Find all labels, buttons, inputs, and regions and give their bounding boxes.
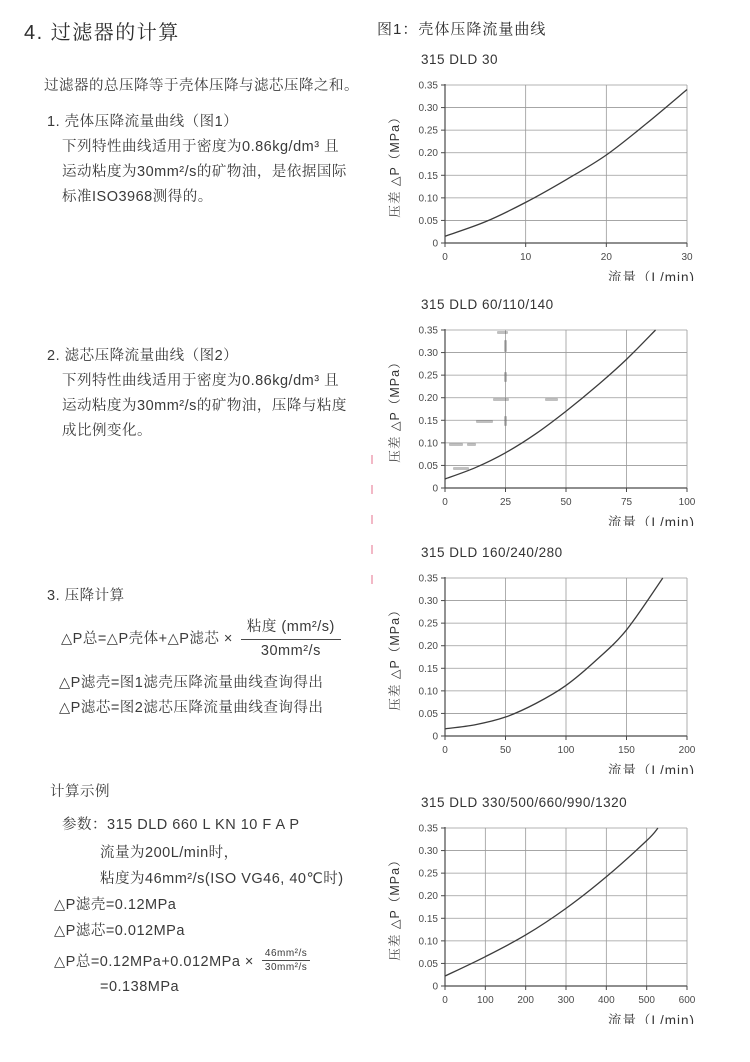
y-tick-label: 0.15 xyxy=(418,415,438,427)
section2-heading: 2. 滤芯压降流量曲线（图2） xyxy=(47,348,239,364)
example-total-formula xyxy=(54,948,344,973)
y-tick-label: 0.15 xyxy=(418,663,438,675)
chart-canvas-slot xyxy=(385,569,730,779)
chart-315-dld-160-240-280 xyxy=(385,545,730,779)
x-tick-label: 0 xyxy=(442,745,448,756)
example-result: =0.138MPa xyxy=(100,979,180,995)
x-axis-label: 流量（L/min) xyxy=(607,763,695,774)
text-line: 运动粘度为30mm²/s的矿物油，压降与粘度 xyxy=(62,398,347,414)
y-tick-label: 0.20 xyxy=(418,393,438,405)
x-tick-label: 20 xyxy=(600,252,612,263)
y-tick-label: 0.10 xyxy=(418,686,438,698)
chart-canvas xyxy=(385,569,730,774)
x-tick-label: 10 xyxy=(520,252,532,263)
x-tick-label: 0 xyxy=(442,497,448,508)
y-axis-label: 压差 △P（MPa） xyxy=(388,603,402,711)
text-line: △P滤芯=0.012MPa xyxy=(54,923,185,939)
x-tick-label: 600 xyxy=(678,995,696,1006)
chart-canvas-slot xyxy=(385,321,730,531)
chart-title: 315 DLD 30 xyxy=(421,52,499,67)
x-axis-label: 流量（L/min) xyxy=(607,515,695,526)
pressure-drop-curve xyxy=(445,90,687,237)
intro-paragraph: 过滤器的总压降等于壳体压降与滤芯压降之和。 xyxy=(44,78,359,94)
y-tick-label: 0.30 xyxy=(418,348,438,360)
text-line: 粘度为46mm²/s(ISO VG46, 40℃时) xyxy=(100,871,344,887)
fraction-numerator: 46mm²/s xyxy=(262,948,310,961)
x-tick-label: 0 xyxy=(442,252,448,263)
x-tick-label: 500 xyxy=(638,995,656,1006)
y-tick-label: 0 xyxy=(432,238,438,250)
chart-canvas xyxy=(385,321,730,526)
x-tick-label: 150 xyxy=(618,745,635,756)
x-tick-label: 0 xyxy=(442,995,448,1006)
y-tick-label: 0.05 xyxy=(418,958,438,970)
example-heading: 计算示例 xyxy=(50,784,110,800)
param-value: 315 DLD 660 L KN 10 F A P xyxy=(107,817,300,833)
pressure-drop-formula xyxy=(61,615,341,659)
text-line: 下列特性曲线适用于密度为0.86kg/dm³ 且 xyxy=(62,139,340,155)
chart-canvas xyxy=(385,76,730,281)
x-tick-label: 50 xyxy=(499,745,512,756)
y-tick-label: 0.10 xyxy=(418,936,438,948)
y-tick-label: 0.05 xyxy=(418,460,438,472)
x-tick-label: 200 xyxy=(678,745,696,756)
x-tick-label: 100 xyxy=(476,995,494,1006)
x-tick-label: 400 xyxy=(597,995,615,1006)
y-tick-label: 0.25 xyxy=(418,868,438,880)
section-pressure-drop-calc xyxy=(47,584,341,721)
total-lhs: △P总=0.12MPa+0.012MPa × xyxy=(54,954,254,970)
y-tick-label: 0.20 xyxy=(418,891,438,903)
y-tick-label: 0.05 xyxy=(418,708,438,720)
y-tick-label: 0.35 xyxy=(418,573,438,585)
text-line: △P滤芯=图2滤芯压降流量曲线查询得出 xyxy=(59,700,324,716)
section1-heading: 1. 壳体压降流量曲线（图1） xyxy=(47,114,239,130)
x-tick-label: 75 xyxy=(620,497,633,508)
text-line: △P滤壳=图1滤壳压降流量曲线查询得出 xyxy=(59,675,324,691)
x-tick-label: 300 xyxy=(557,995,575,1006)
scan-artifact-red-dashed-line xyxy=(371,455,373,605)
section-housing-curve xyxy=(47,110,347,210)
formula-fraction xyxy=(241,615,341,659)
x-tick-label: 30 xyxy=(681,252,693,263)
y-tick-label: 0.30 xyxy=(418,846,438,858)
x-tick-label: 25 xyxy=(499,497,512,508)
y-tick-label: 0.15 xyxy=(418,913,438,925)
y-axis-label: 压差 △P（MPa） xyxy=(388,355,402,463)
text-line: 流量为200L/min时， xyxy=(100,845,239,861)
y-tick-label: 0 xyxy=(432,483,438,495)
y-axis-label: 压差 △P（MPa） xyxy=(388,110,402,218)
page-title: 4. 过滤器的计算 xyxy=(24,22,180,44)
y-tick-label: 0.10 xyxy=(418,438,438,450)
text-line: 成比例变化。 xyxy=(62,423,152,439)
y-tick-label: 0.35 xyxy=(418,823,438,835)
section-calc-example xyxy=(50,780,344,995)
text-line: 标准ISO3968测得的。 xyxy=(62,189,213,205)
y-tick-label: 0.10 xyxy=(418,193,438,205)
fraction-denominator: 30mm²/s xyxy=(260,643,321,659)
y-tick-label: 0.15 xyxy=(418,170,438,182)
x-tick-label: 200 xyxy=(517,995,535,1006)
total-fraction xyxy=(262,948,310,973)
chart-canvas xyxy=(385,819,730,1024)
example-parameters xyxy=(62,813,344,834)
y-tick-label: 0 xyxy=(432,731,438,743)
chart-title: 315 DLD 160/240/280 xyxy=(421,545,563,560)
chart-title: 315 DLD 330/500/660/990/1320 xyxy=(421,795,628,810)
y-axis-label: 压差 △P（MPa） xyxy=(388,853,402,961)
y-tick-label: 0.25 xyxy=(418,618,438,630)
y-tick-label: 0 xyxy=(432,981,438,993)
y-tick-label: 0.20 xyxy=(418,148,438,160)
text-line: △P滤壳=0.12MPa xyxy=(54,897,177,913)
text-line: 下列特性曲线适用于密度为0.86kg/dm³ 且 xyxy=(62,373,340,389)
y-tick-label: 0.30 xyxy=(418,596,438,608)
y-tick-label: 0.25 xyxy=(418,370,438,382)
section3-heading: 3. 压降计算 xyxy=(47,588,125,604)
param-label: 参数： xyxy=(62,817,107,833)
x-axis-label: 流量（L/min) xyxy=(607,270,695,281)
section-element-curve xyxy=(47,344,347,444)
chart-title: 315 DLD 60/110/140 xyxy=(421,297,554,312)
x-axis-label: 流量（L/min) xyxy=(607,1013,695,1024)
fraction-denominator: 30mm²/s xyxy=(264,962,308,973)
x-tick-label: 100 xyxy=(678,497,696,508)
chart-315-dld-60-110-140 xyxy=(385,297,730,531)
y-tick-label: 0.20 xyxy=(418,641,438,653)
y-tick-label: 0.30 xyxy=(418,103,438,115)
figure1-header: 图1：壳体压降流量曲线 xyxy=(377,21,547,38)
chart-315-dld-330-1320 xyxy=(385,795,730,1029)
y-tick-label: 0.35 xyxy=(418,80,438,92)
chart-315-dld-30 xyxy=(385,52,730,286)
text-line: 运动粘度为30mm²/s的矿物油，是依据国际 xyxy=(62,164,347,180)
x-tick-label: 50 xyxy=(560,497,572,508)
y-tick-label: 0.35 xyxy=(418,325,438,337)
x-tick-label: 100 xyxy=(557,745,575,756)
chart-canvas-slot xyxy=(385,819,730,1029)
fraction-numerator: 粘度 (mm²/s) xyxy=(241,615,341,640)
y-tick-label: 0.05 xyxy=(418,215,438,227)
chart-canvas-slot xyxy=(385,76,730,286)
formula-lhs: △P总=△P壳体+△P滤芯 × xyxy=(61,630,233,647)
y-tick-label: 0.25 xyxy=(418,125,438,137)
